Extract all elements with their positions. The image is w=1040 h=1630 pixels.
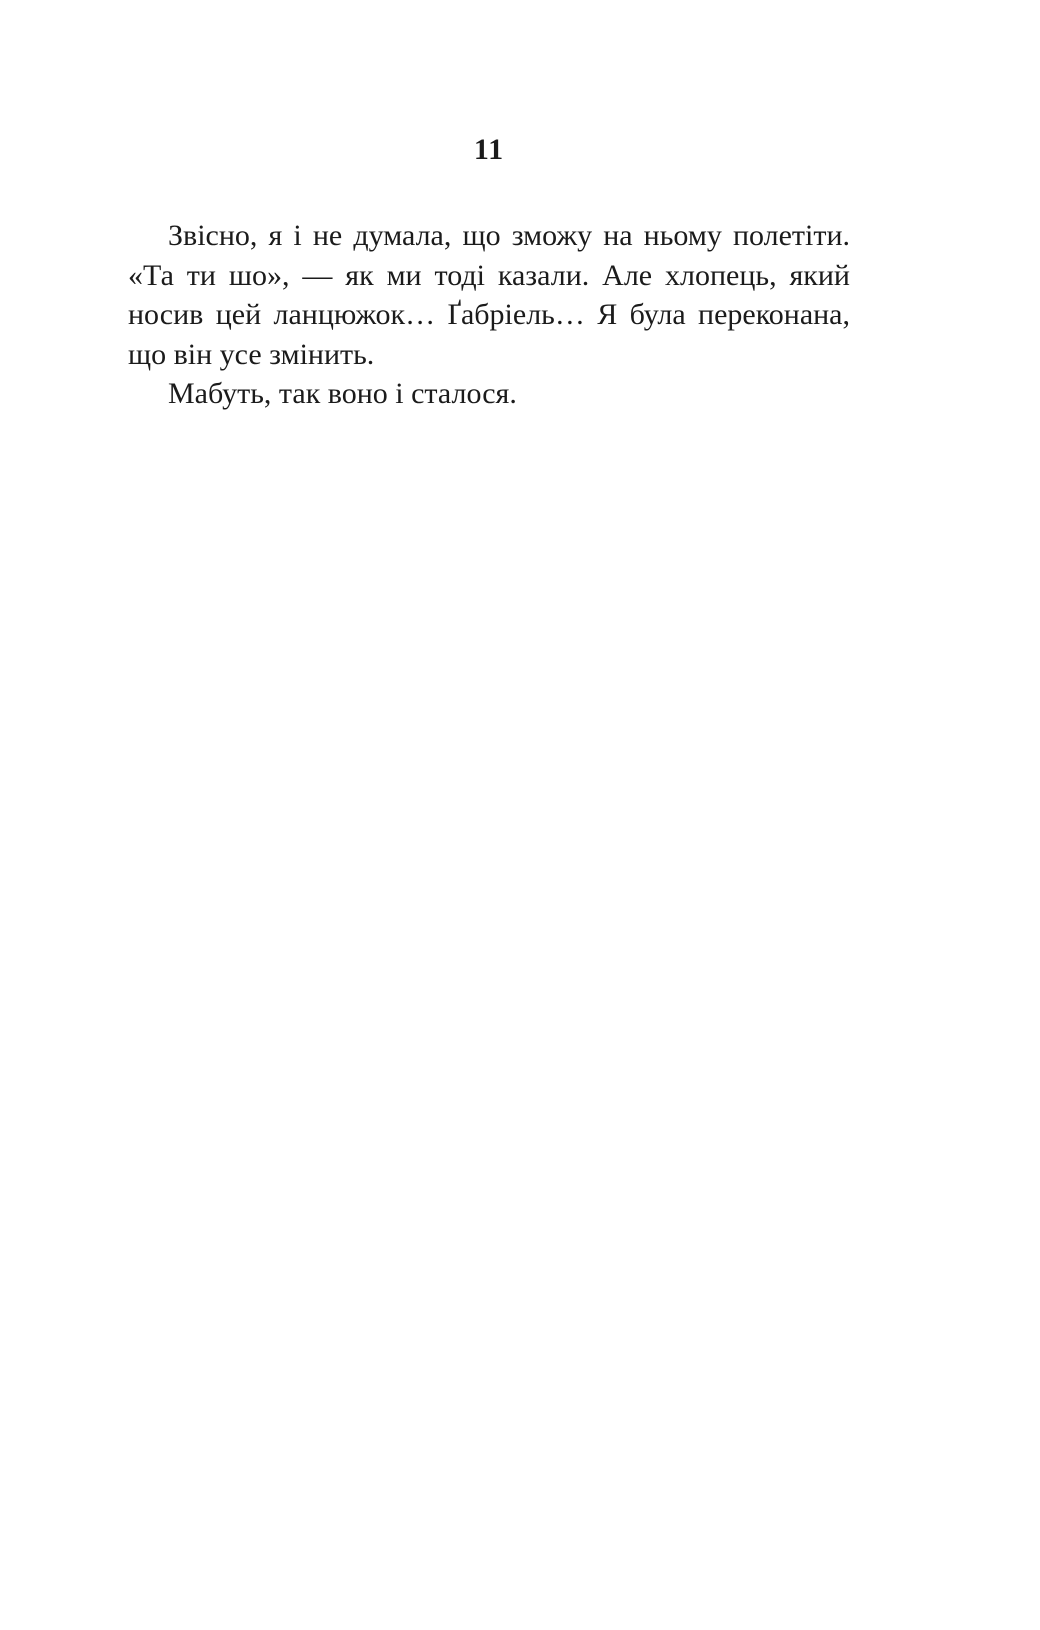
text-line: що він усе змінить.: [128, 337, 375, 371]
text-line: «Та ти шо», — як ми тоді казали. Але хлопець, який: [128, 258, 850, 292]
paragraph-1: [128, 216, 850, 374]
text-line: носив цей ланцюжок… Ґабріель… Я була переконана,: [128, 298, 850, 331]
page-number: 11: [473, 133, 505, 166]
text-line: Звісно, я і не думала, що зможу на ньому полетіти.: [168, 219, 850, 252]
text-line: Мабуть, так воно і сталося.: [168, 377, 517, 410]
text-block: [128, 216, 850, 414]
paragraph-2: [128, 374, 850, 414]
